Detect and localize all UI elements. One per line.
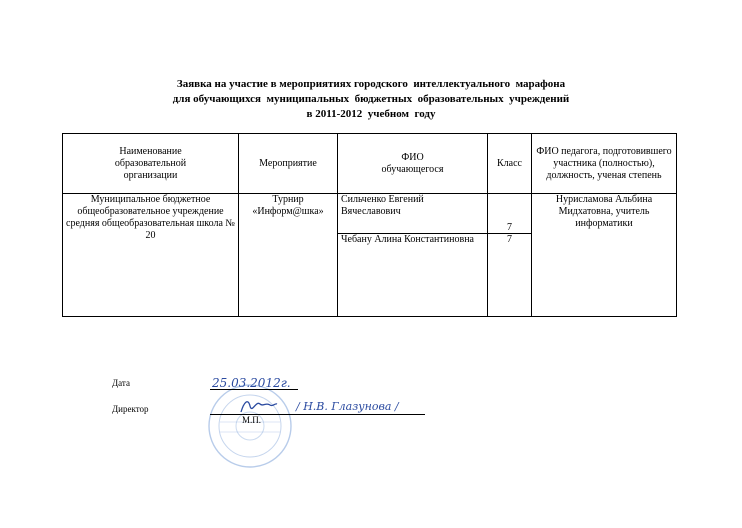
title-line-3: в 2011-2012 учебном году — [306, 108, 436, 120]
header-grade: Класс — [488, 134, 532, 194]
title-line-2: для обучающихся муниципальных бюджетных образовательных учреждений — [172, 93, 570, 105]
header-teacher: ФИО педагога, подготовившего участника (полностью), должность, ученая степень — [532, 134, 677, 194]
cell-event: Турнир «Информ@шка» — [239, 194, 338, 317]
header-org: Наименование образовательной организации — [63, 134, 239, 194]
cell-student-1: Сильченко Евгений Вячеславович — [338, 194, 488, 234]
cell-grade-1: 7 — [488, 194, 532, 234]
header-student: ФИО обучающегося — [338, 134, 488, 194]
header-event: Мероприятие — [239, 134, 338, 194]
cell-org: Муниципальное бюджетное общеобразовательное учреждение средняя общеобразовательная школа № 20 — [63, 194, 239, 317]
signature-name: / Н.В. Глазунова / — [296, 400, 399, 413]
application-table — [62, 133, 677, 317]
cell-teacher: Нурисламова Альбина Мидхатовна, учитель информатики — [532, 194, 677, 317]
director-label: Директор — [112, 404, 149, 414]
date-label: Дата — [112, 378, 130, 388]
document-title — [0, 77, 742, 122]
table-header-row — [63, 134, 677, 194]
title-line-1: Заявка на участие в мероприятиях городского интеллектуального марафона — [176, 78, 566, 90]
cell-grade-2: 7 — [488, 234, 532, 317]
table-row — [63, 194, 677, 234]
date-handwritten: 25.03.2012г. — [212, 376, 291, 390]
mp-label: М.П. — [242, 415, 262, 425]
cell-student-2: Чебану Алина Константиновна — [338, 234, 488, 317]
